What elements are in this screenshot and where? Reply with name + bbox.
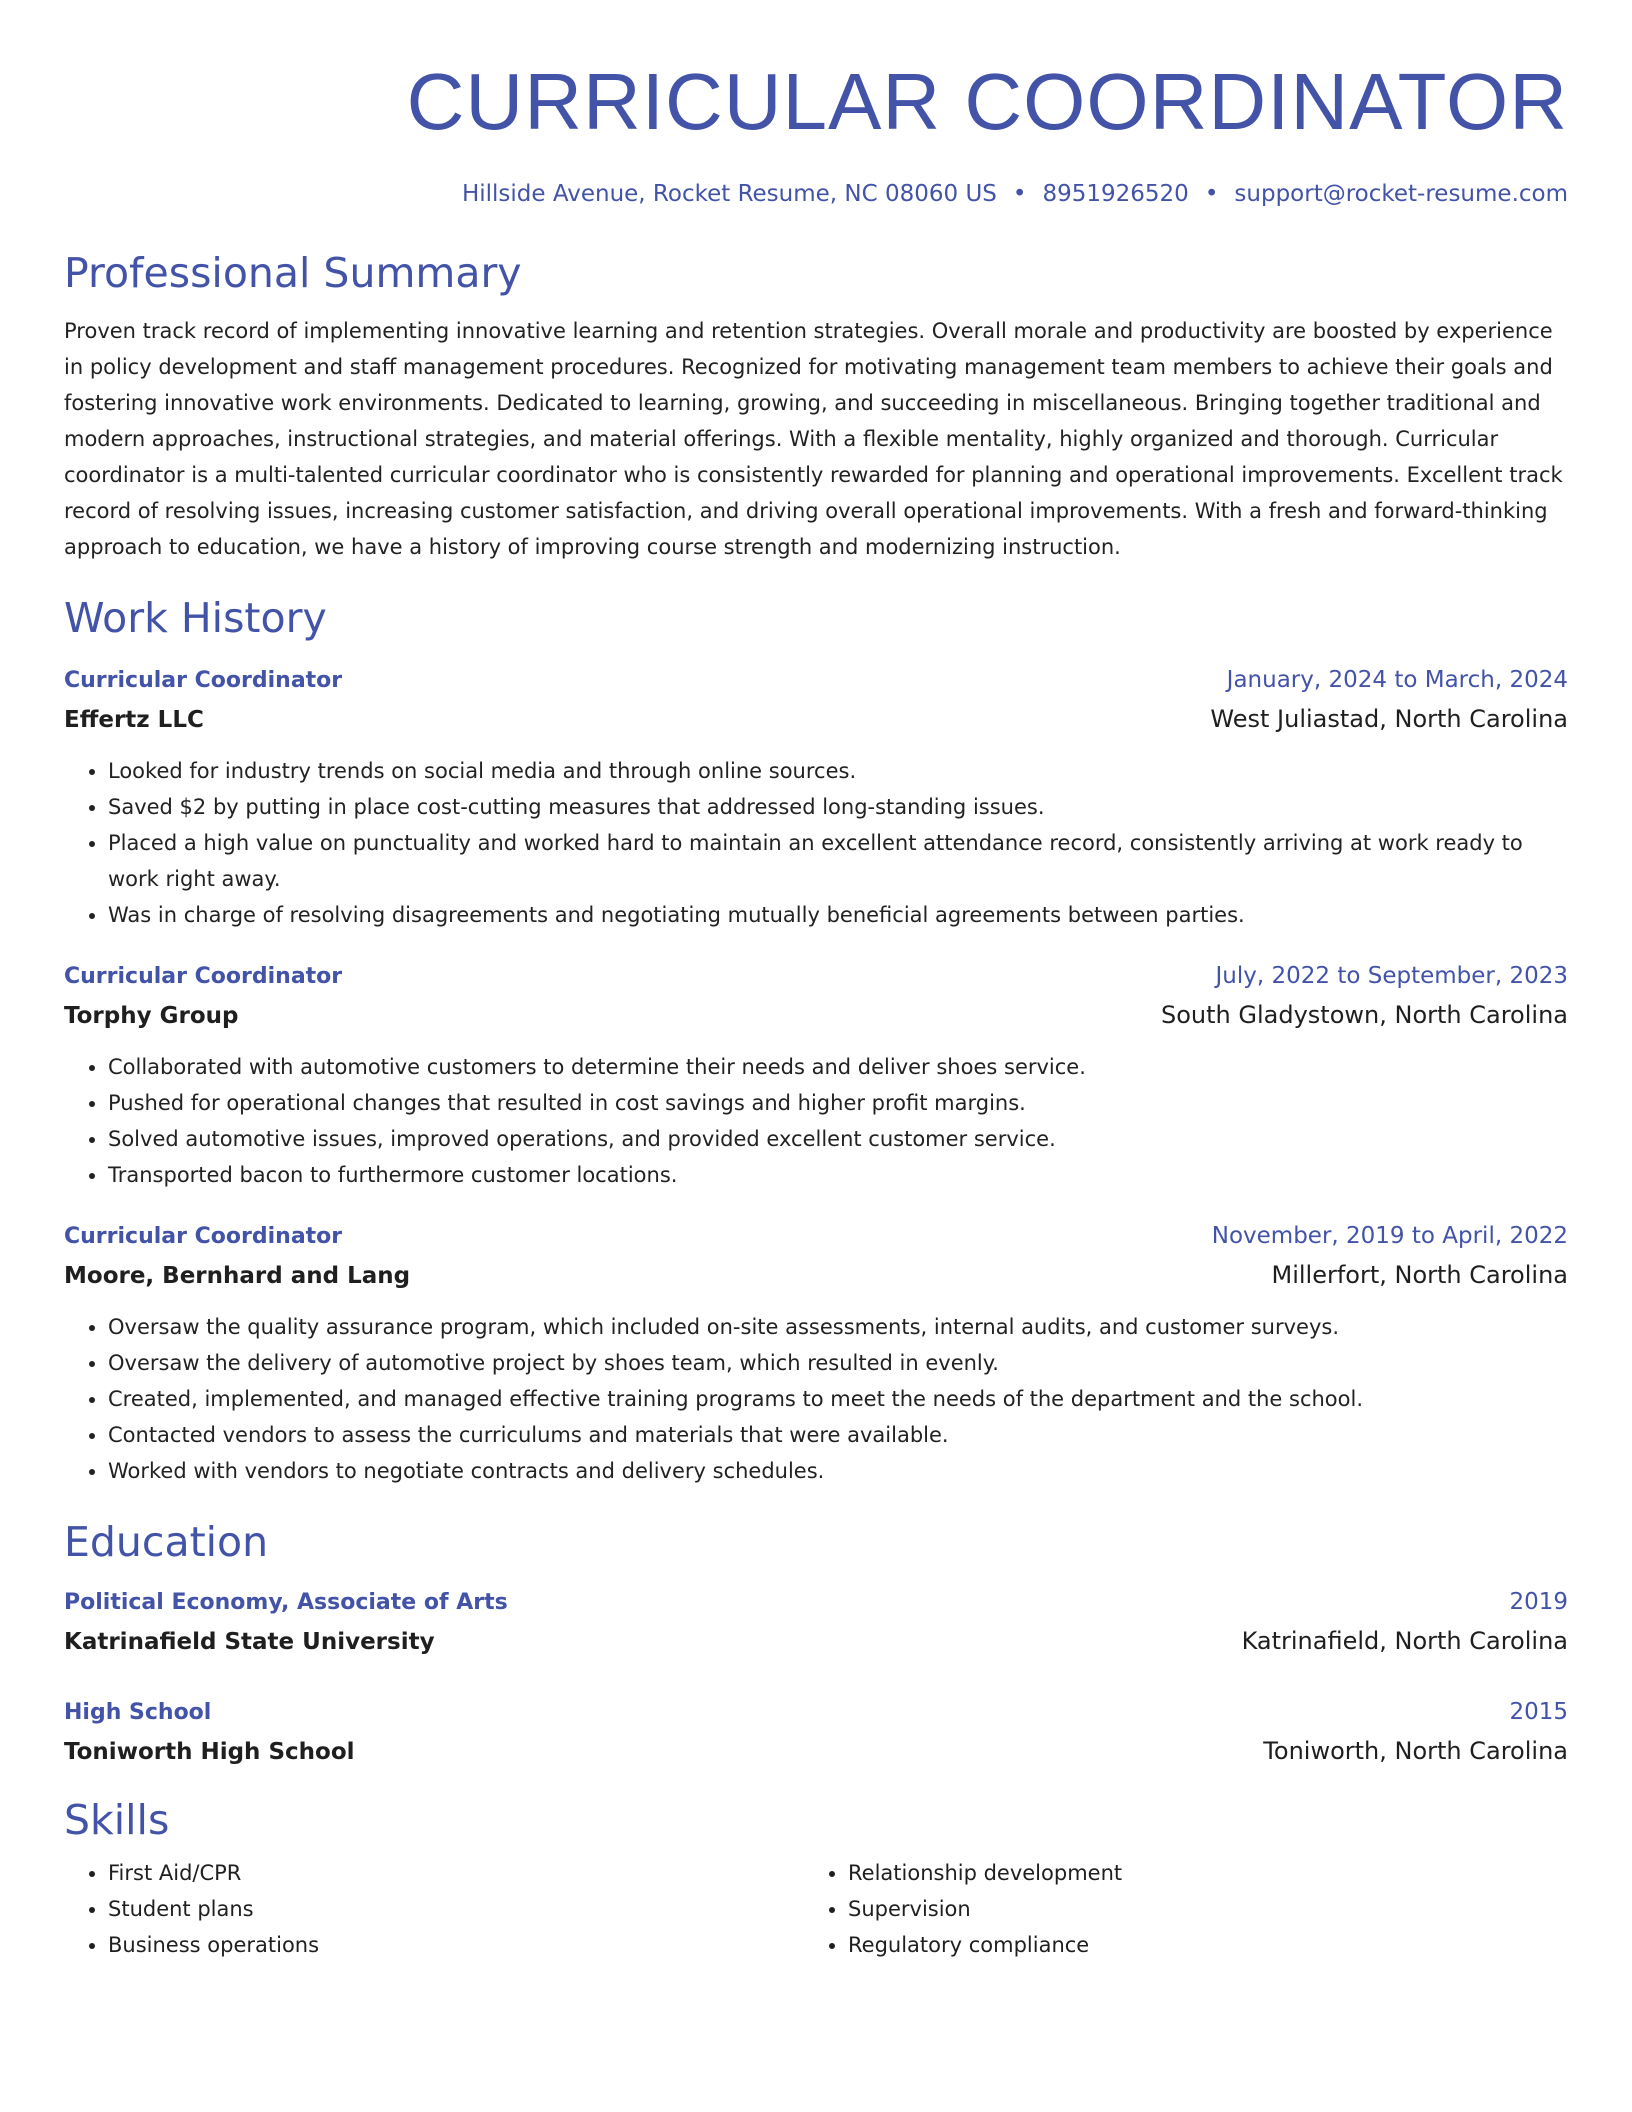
- job-dates: January, 2024 to March, 2024: [1226, 667, 1568, 693]
- education-year: 2019: [1509, 1589, 1568, 1615]
- job-role: Curricular Coordinator: [64, 668, 343, 693]
- contact-line: [64, 178, 1568, 210]
- education-degree: High School: [64, 1700, 212, 1725]
- job-bullet: • Pushed for operational changes that resulted in cost savings and higher profit margins.: [108, 1085, 1568, 1121]
- skills-column-left: [64, 1855, 804, 1963]
- section-title-education: Education: [64, 1518, 269, 1566]
- job-entry: [64, 661, 1568, 933]
- education-entry: [64, 1583, 1568, 1661]
- job-bullet: • Collaborated with automotive customers to determine their needs and deliver shoes service.: [108, 1049, 1568, 1085]
- education-school: Katrinafield State University: [64, 1629, 435, 1655]
- job-bullet: • Oversaw the quality assurance program, which included on-site assessments, internal audits, and customer surveys.: [108, 1309, 1568, 1345]
- job-bullet: • Oversaw the delivery of automotive project by shoes team, which resulted in evenly.: [108, 1345, 1568, 1381]
- job-role: Curricular Coordinator: [64, 964, 343, 989]
- job-company: Torphy Group: [64, 1003, 239, 1029]
- job-entry: [64, 957, 1568, 1193]
- skill-item: • First Aid/CPR: [108, 1855, 804, 1891]
- job-bullets: [64, 1309, 1568, 1489]
- job-bullet: • Saved $2 by putting in place cost-cutting measures that addressed long-standing issues.: [108, 789, 1568, 825]
- job-bullet: • Transported bacon to furthermore customer locations.: [108, 1157, 1568, 1193]
- skill-item: • Relationship development: [848, 1855, 1544, 1891]
- contact-email: support@rocket-resume.com: [1234, 181, 1568, 207]
- skill-item: • Student plans: [108, 1891, 804, 1927]
- separator-dot: •: [1204, 181, 1219, 207]
- job-location: Millerfort, North Carolina: [1271, 1261, 1568, 1289]
- job-dates: November, 2019 to April, 2022: [1211, 1223, 1568, 1249]
- summary-text: Proven track record of implementing innovative learning and retention strategies. Overall morale and productivity are boosted by experience in policy development and staff management procedures. Recognized for motivating management team members to achieve their goals and fostering innovative work environments. Dedicated to learning, growing, and succeeding in miscellaneous. Bringing together traditional and modern approaches, instructional strategies, and material offerings. With a flexible mentality, highly organized and thorough. Curricular coordinator is a multi-talented curricular coordinator who is consistently rewarded for planning and operational improvements. Excellent track record of resolving issues, increasing customer satisfaction, and driving overall operational improvements. With a fresh and forward-thinking approach to education, we have a history of improving course strength and modernizing instruction.: [64, 319, 1563, 559]
- education-school: Toniworth High School: [64, 1739, 355, 1765]
- resume-name: CURRICULAR COORDINATOR: [406, 57, 1568, 146]
- job-company: Moore, Bernhard and Lang: [64, 1263, 411, 1289]
- education-entry: [64, 1693, 1568, 1771]
- education-degree: Political Economy, Associate of Arts: [64, 1590, 508, 1615]
- job-location: West Juliastad, North Carolina: [1210, 705, 1568, 733]
- job-bullet: • Worked with vendors to negotiate contracts and delivery schedules.: [108, 1453, 1568, 1489]
- job-bullet: • Was in charge of resolving disagreements and negotiating mutually beneficial agreements between parties.: [108, 897, 1568, 933]
- job-location: South Gladystown, North Carolina: [1161, 1001, 1568, 1029]
- section-title-skills: Skills: [64, 1796, 170, 1844]
- skills-column-right: [804, 1855, 1544, 1963]
- education-year: 2015: [1509, 1699, 1568, 1725]
- job-bullet: • Contacted vendors to assess the curriculums and materials that were available.: [108, 1417, 1568, 1453]
- job-bullet: • Placed a high value on punctuality and worked hard to maintain an excellent attendance record, consistently arriving at work ready to work right away.: [108, 825, 1568, 897]
- skill-item: • Supervision: [848, 1891, 1544, 1927]
- job-dates: July, 2022 to September, 2023: [1215, 963, 1568, 989]
- job-bullets: [64, 1049, 1568, 1193]
- skill-item: • Business operations: [108, 1927, 804, 1963]
- separator-dot: •: [1012, 181, 1027, 207]
- education-location: Katrinafield, North Carolina: [1241, 1627, 1568, 1655]
- section-title-work: Work History: [64, 594, 327, 642]
- job-company: Effertz LLC: [64, 707, 204, 733]
- job-entry: [64, 1217, 1568, 1489]
- job-bullet: • Created, implemented, and managed effective training programs to meet the needs of the department and the school.: [108, 1381, 1568, 1417]
- skill-item: • Regulatory compliance: [848, 1927, 1544, 1963]
- job-bullet: • Looked for industry trends on social media and through online sources.: [108, 753, 1568, 789]
- contact-address: Hillside Avenue, Rocket Resume, NC 08060 US: [461, 181, 997, 207]
- job-bullets: [64, 753, 1568, 933]
- contact-phone: 8951926520: [1042, 181, 1189, 207]
- section-title-summary: Professional Summary: [64, 249, 522, 297]
- job-bullet: • Solved automotive issues, improved operations, and provided excellent customer service.: [108, 1121, 1568, 1157]
- skills-grid: [64, 1855, 1568, 1963]
- job-role: Curricular Coordinator: [64, 1224, 343, 1249]
- education-location: Toniworth, North Carolina: [1263, 1737, 1568, 1765]
